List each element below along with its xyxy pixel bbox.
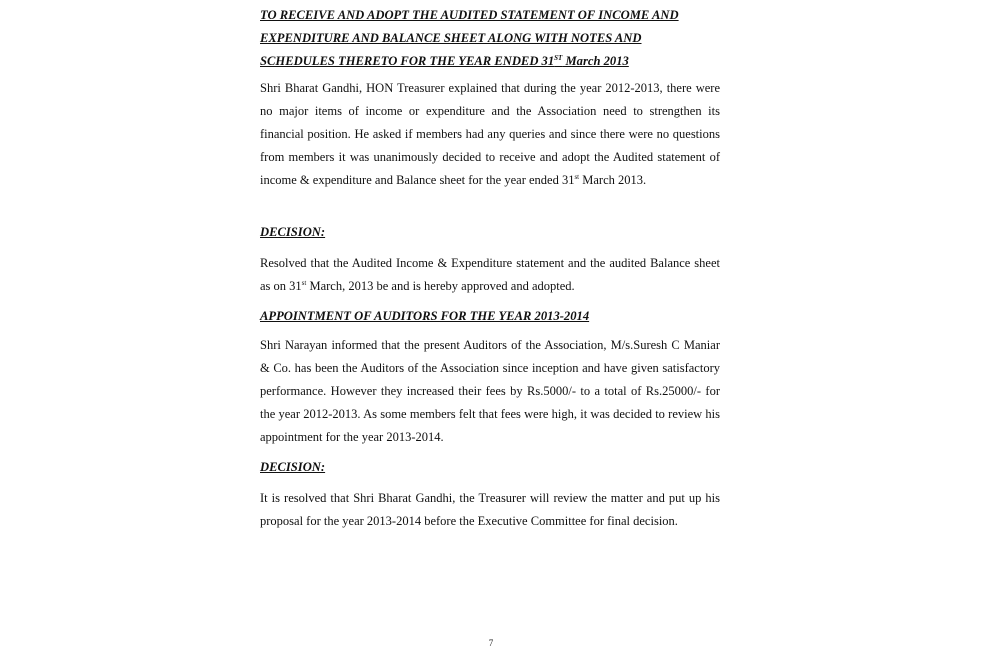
decision-paragraph-1-text-end: March, 2013 be and is hereby approved and adopted. (306, 279, 575, 293)
decision-heading-1: DECISION: (260, 225, 326, 239)
treasurer-paragraph-text: Shri Bharat Gandhi, HON Treasurer explained that during the year 2012-2013, there were no major items of income or expenditure and the Association need to strengthen its financial position. He asked if members had any queries and since there were no questions from members it was unanimously decided to receive and adopt the Audited statement of income & expenditure and Balance sheet for the year ended 31 (260, 81, 720, 187)
decision-paragraph-1-text: Resolved that the Audited Income & Expenditure statement and the audited Balance sheet as on 31 (260, 256, 720, 293)
decision-paragraph-1 (260, 252, 720, 298)
page-number: 7 (488, 638, 494, 648)
treasurer-paragraph-text-end: March 2013. (579, 173, 647, 187)
treasurer-paragraph (260, 77, 720, 192)
agenda-heading-line-1: TO RECEIVE AND ADOPT THE AUDITED STATEMENT OF INCOME AND (260, 8, 679, 22)
decision-heading-2: DECISION: (260, 460, 326, 474)
agenda-heading-line-3: SCHEDULES THERETO FOR THE YEAR ENDED 31 (260, 54, 555, 68)
decision-paragraph-1-superscript: st (301, 278, 307, 287)
agenda-heading-superscript: ST (554, 53, 563, 62)
decision-paragraph-2: It is resolved that Shri Bharat Gandhi, the Treasurer will review the matter and put up his proposal for the year 2013-2014 before the Executive Committee for final decision. (260, 491, 720, 528)
appointment-paragraph: Shri Narayan informed that the present Auditors of the Association, M/s.Suresh C Maniar & Co. has been the Auditors of the Association since inception and have given satisfactory performance. However they increased their fees by Rs.5000/- to a total of Rs.25000/- for the year 2012-2013. As some members felt that fees were high, it was decided to review his appointment for the year 2013-2014. (260, 338, 720, 444)
treasurer-paragraph-superscript: st (574, 172, 580, 181)
document-body (260, 4, 720, 533)
appointment-heading: APPOINTMENT OF AUDITORS FOR THE YEAR 2013-2014 (260, 309, 590, 323)
agenda-heading-line-2: EXPENDITURE AND BALANCE SHEET ALONG WITH NOTES AND (260, 31, 642, 45)
agenda-heading-line-3-end: March 2013 (562, 54, 629, 68)
agenda-heading (260, 4, 720, 73)
